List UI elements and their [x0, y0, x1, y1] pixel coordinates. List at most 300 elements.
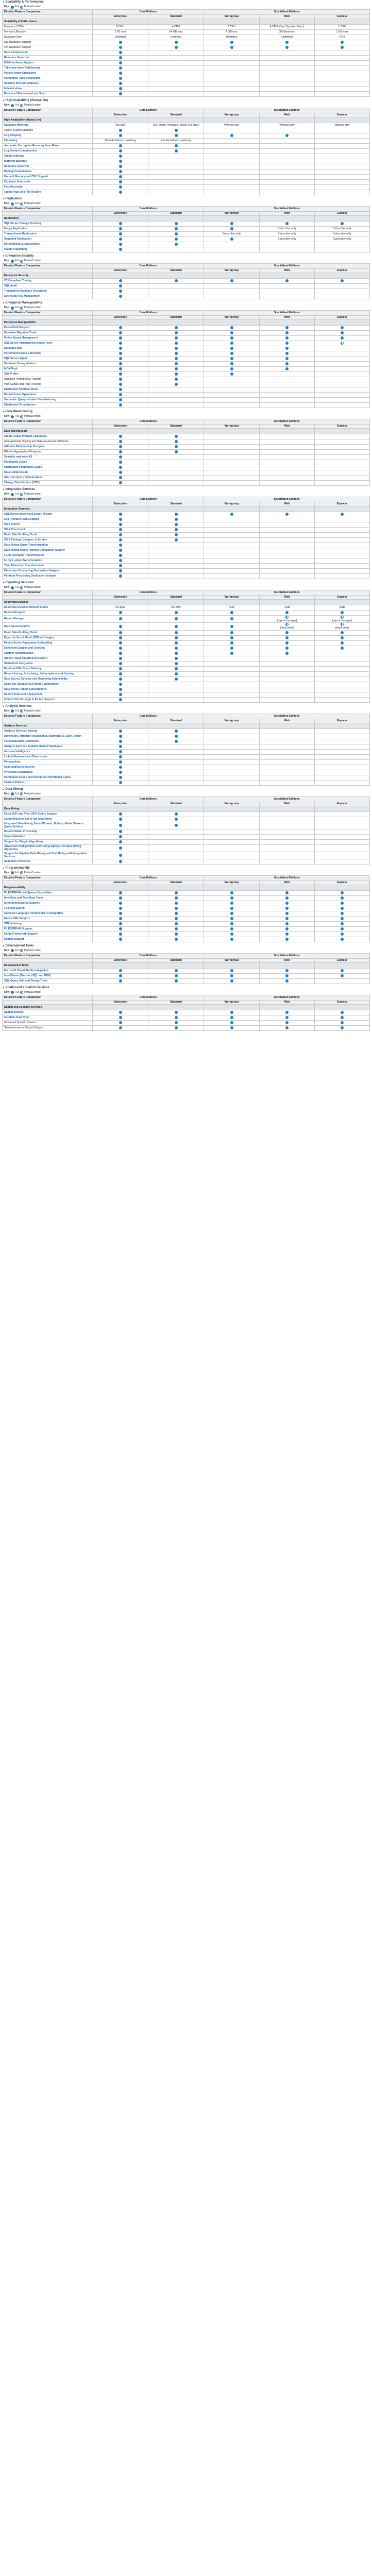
full-support-icon	[119, 191, 122, 194]
category-cell	[204, 723, 260, 728]
feature-row	[3, 294, 370, 299]
feature-link[interactable]: Merge Replication	[3, 227, 93, 232]
edition-value-cell	[204, 175, 260, 180]
edition-value-cell	[204, 66, 260, 71]
edition-value-cell: 4 CPU (Only Standard Vers.)	[260, 25, 315, 30]
feature-row	[3, 829, 370, 834]
edition-header-workgroup: Workgroup	[204, 113, 260, 117]
feature-link[interactable]: Spatial Indexes	[3, 1010, 93, 1015]
feature-link[interactable]: SQL Server Change Tracking	[3, 222, 93, 227]
feature-link[interactable]: SQL Server Import and Export Wizard	[3, 512, 93, 517]
feature-row	[3, 398, 370, 403]
feature-link[interactable]: Linked Measures and Dimensions	[3, 754, 93, 759]
feature-link[interactable]: Export to Excel, Word, PDF and Images	[3, 635, 93, 640]
edition-value-cell	[204, 822, 260, 829]
edition-value-cell	[260, 697, 315, 702]
feature-link[interactable]: Attribute Relationship Designer	[3, 445, 93, 450]
full-support-icon	[230, 625, 233, 628]
feature-link[interactable]: Internationalization Support	[3, 901, 93, 906]
feature-link[interactable]: Data-driven Report Subscriptions	[3, 687, 93, 692]
edition-value-cell	[148, 926, 204, 931]
full-support-icon	[175, 730, 178, 733]
feature-link[interactable]: Change Data Capture (CDC)	[3, 481, 93, 486]
full-support-icon	[285, 46, 289, 49]
feature-link[interactable]: Snapshot Replication	[3, 237, 93, 242]
feature-link[interactable]: Dimension Processing Destination Adapter	[3, 569, 93, 574]
feature-row	[3, 611, 370, 616]
edition-value-cell	[260, 481, 315, 486]
specialized-editions-header: Specialized Editions	[204, 311, 370, 316]
feature-link[interactable]: Enhanced Read-ahead and Scan	[3, 92, 93, 97]
feature-link[interactable]: C2 Compliant Tracing	[3, 279, 93, 284]
section-heading[interactable]	[2, 0, 370, 5]
full-support-icon	[119, 891, 122, 894]
feature-link[interactable]: Database Migration Tools	[3, 331, 93, 336]
edition-value-cell	[93, 398, 148, 403]
edition-value-cell	[93, 175, 148, 180]
full-support-icon	[11, 202, 14, 206]
feature-link[interactable]: MOM Pack	[3, 367, 93, 372]
edition-value-cell	[315, 247, 370, 252]
feature-link[interactable]: Microsoft Visual Studio Integration	[3, 968, 93, 973]
edition-value-cell	[93, 656, 148, 661]
feature-link[interactable]: SSIS Source	[3, 522, 93, 528]
section-heading[interactable]	[2, 944, 370, 948]
feature-row	[3, 232, 370, 237]
feature-link[interactable]: Database Snapshots	[3, 180, 93, 185]
edition-value-cell	[260, 564, 315, 569]
collapse-arrow-icon[interactable]: ▸	[3, 197, 5, 200]
edition-value-cell	[315, 968, 370, 973]
feature-link[interactable]: SQL Server Management Studio Tools	[3, 341, 93, 346]
full-support-icon	[341, 1021, 344, 1024]
full-support-icon	[230, 336, 233, 340]
full-support-icon	[119, 378, 122, 381]
full-support-icon	[119, 357, 122, 360]
feature-link[interactable]: Cross Validation	[3, 834, 93, 839]
section-heading[interactable]	[2, 487, 370, 492]
edition-value-cell	[93, 1020, 148, 1025]
category-label: Programmability	[3, 885, 93, 890]
feature-link[interactable]: Partitioned Cubes and Distributed Partitioned Cubes	[3, 775, 93, 780]
edition-value-cell	[148, 434, 204, 439]
full-support-icon	[285, 912, 289, 915]
edition-header-row	[3, 1000, 370, 1004]
edition-value-cell	[315, 294, 370, 299]
feature-link[interactable]: Automatic Query-to-Index View Matching	[3, 398, 93, 403]
edition-value-cell	[93, 765, 148, 770]
full-support-icon	[119, 569, 122, 572]
legend-partial-label: Partial/Limited	[24, 990, 41, 994]
full-support-icon	[230, 238, 233, 241]
full-support-icon	[119, 652, 122, 655]
feature-link[interactable]: FILESTREAM and Sparse Capabilities	[3, 890, 93, 895]
full-support-icon	[119, 56, 122, 59]
edition-value-cell	[204, 623, 260, 630]
collapse-arrow-icon[interactable]: ▸	[3, 944, 5, 947]
partial-support-icon	[20, 260, 23, 263]
feature-link[interactable]: Automatic Corruption Recovery from Mirror	[3, 144, 93, 149]
edition-value-cell	[93, 616, 148, 623]
feature-link[interactable]: Fast Recovery	[3, 185, 93, 190]
section-heading[interactable]	[2, 254, 370, 259]
feature-link[interactable]: Indexed views	[3, 87, 93, 92]
full-support-icon	[285, 631, 289, 634]
feature-row	[3, 558, 370, 564]
section-heading[interactable]	[2, 986, 370, 990]
feature-link[interactable]: Report Server Application Embedding	[3, 640, 93, 646]
feature-link[interactable]: Hot-add Memory and CPU Support	[3, 175, 93, 180]
feature-link[interactable]: Create Cubes Without a Database	[3, 434, 93, 439]
feature-link[interactable]: Scalable read-only AS	[3, 455, 93, 460]
feature-link[interactable]: SQL Server Agent	[3, 357, 93, 362]
full-support-icon	[119, 513, 122, 516]
feature-link[interactable]: Basic Data Profiling Tools	[3, 533, 93, 538]
full-support-icon	[175, 513, 178, 516]
feature-link[interactable]: Backup Compression	[3, 170, 93, 175]
collapse-arrow-icon[interactable]: ▸	[3, 255, 5, 258]
feature-link[interactable]: Geodetic Data Type	[3, 1015, 93, 1020]
feature-link[interactable]: Excel 2007 and Visio 2007 Add-in Support	[3, 811, 93, 817]
feature-link[interactable]: Common Language Runtime (CLR) Integration	[3, 911, 93, 916]
feature-link[interactable]: Report Scale and Deployment	[3, 692, 93, 697]
feature-link[interactable]: Support for Pipeline Data Mining and Text Mining with Integration Services	[3, 852, 93, 859]
edition-value-cell	[148, 611, 204, 616]
feature-link[interactable]: Parallel Index Operations	[3, 393, 93, 398]
collapse-arrow-icon[interactable]: ▸	[3, 581, 5, 584]
feature-link[interactable]: SQL Query, Edit and Design Tools	[3, 978, 93, 984]
edition-value-cell	[148, 666, 204, 671]
feature-link[interactable]: Clustering	[3, 139, 93, 144]
feature-link[interactable]: Spatial Support	[3, 937, 93, 942]
full-support-icon	[175, 129, 178, 132]
edition-header-enterprise: Enterprise	[93, 113, 148, 117]
category-cell	[93, 506, 148, 512]
full-support-icon	[119, 907, 122, 910]
edition-value-cell	[93, 734, 148, 739]
feature-link[interactable]: Log Stream Compression	[3, 149, 93, 154]
feature-link[interactable]: Transparent Database Encryption	[3, 289, 93, 294]
feature-link[interactable]: XML Indexing	[3, 921, 93, 926]
feature-link[interactable]: Data Compression	[3, 470, 93, 476]
feature-link[interactable]: Ad hoc Reporting (Report Builder)	[3, 656, 93, 661]
feature-row	[3, 481, 370, 486]
feature-row	[3, 692, 370, 697]
feature-link[interactable]: Native XML Support	[3, 916, 93, 921]
edition-value-cell	[315, 635, 370, 640]
feature-link[interactable]: Distributed Virtualization	[3, 403, 93, 408]
feature-link[interactable]: IntelliSense (Transact-SQL and MDX)	[3, 973, 93, 978]
feature-row	[3, 81, 370, 87]
feature-link[interactable]: Personalization Extensions	[3, 739, 93, 744]
full-support-icon	[119, 435, 122, 438]
full-support-icon	[119, 776, 122, 779]
edition-value-cell	[260, 829, 315, 834]
edition-value-cell	[93, 1025, 148, 1030]
full-support-icon	[119, 922, 122, 925]
feature-link[interactable]: Analysis Services Scalable Shared Databases	[3, 744, 93, 749]
feature-link[interactable]: Data Source, Delivery and Rendering Extensibility	[3, 676, 93, 682]
feature-link[interactable]: Log Shipping	[3, 133, 93, 139]
edition-value-cell: Witness only	[315, 123, 370, 128]
feature-link[interactable]: Entity Framework Support	[3, 931, 93, 937]
edition-header-row	[3, 802, 370, 806]
feature-row	[3, 351, 370, 357]
edition-value-cell	[315, 656, 370, 661]
feature-link[interactable]: Database Mirroring	[3, 123, 93, 128]
edition-value-cell	[260, 692, 315, 697]
feature-link[interactable]: Reporting Services Memory Limits	[3, 605, 93, 611]
feature-link[interactable]: Advanced Configuration and Tuning Options for Data Mining Algorithms	[3, 844, 93, 852]
feature-link[interactable]: Log Providers and Logging	[3, 517, 93, 522]
edition-value-cell	[93, 692, 148, 697]
feature-link[interactable]: Resource Governor	[3, 56, 93, 61]
edition-value-cell	[260, 744, 315, 749]
edition-value-cell	[204, 553, 260, 558]
comparison-table	[2, 714, 370, 786]
category-label: Integration Services	[3, 506, 93, 512]
feature-link[interactable]: SharePoint Integration	[3, 661, 93, 666]
feature-row	[3, 616, 370, 623]
feature-link[interactable]: FILESTREAM Support	[3, 926, 93, 931]
edition-value-cell	[204, 543, 260, 548]
edition-value-cell	[315, 66, 370, 71]
feature-link[interactable]: Heterogeneous Subscribers	[3, 242, 93, 247]
feature-link[interactable]: Partitioned Cubes	[3, 460, 93, 465]
edition-value-cell	[204, 180, 260, 185]
full-support-icon	[119, 750, 122, 753]
collapse-arrow-icon[interactable]: ▸	[3, 1, 5, 4]
section-heading[interactable]	[2, 866, 370, 871]
collapse-arrow-icon[interactable]: ▸	[3, 704, 5, 708]
edition-value-cell	[93, 635, 148, 640]
full-support-icon	[230, 641, 233, 645]
feature-link[interactable]: Distributed Partitioned Cubes	[3, 465, 93, 470]
feature-link[interactable]: Scalable Shared Databases	[3, 81, 93, 87]
feature-link[interactable]: Resource Governor	[3, 164, 93, 170]
section-heading[interactable]	[2, 98, 370, 103]
feature-link[interactable]: Fuzzy Grouping Transformation	[3, 553, 93, 558]
feature-link[interactable]: Data Mining Query Transformation	[3, 543, 93, 548]
category-label: Reporting Services	[3, 600, 93, 605]
category-label: Scalability & Performance	[3, 19, 93, 25]
feature-link[interactable]: Scale out Operational Report Configuration	[3, 682, 93, 687]
feature-link[interactable]: Writeback Dimensions	[3, 770, 93, 775]
edition-value-cell	[204, 1015, 260, 1020]
feature-link[interactable]: Report Designer	[3, 611, 93, 616]
collapse-arrow-icon[interactable]: ▸	[3, 99, 5, 102]
feature-link[interactable]: Data Mining Model Training Destination Adapter	[3, 548, 93, 553]
detailed-feature-comparison-header: Detailed Feature Comparison	[3, 590, 93, 596]
edition-value-cell	[260, 445, 315, 450]
feature-link[interactable]: Database Mail	[3, 346, 93, 351]
edition-value-cell	[260, 839, 315, 844]
category-cell	[260, 19, 315, 25]
full-support-icon	[285, 342, 289, 345]
edition-value-cell	[93, 232, 148, 237]
edition-value-cell	[315, 289, 370, 294]
feature-row	[3, 66, 370, 71]
feature-link[interactable]: SSIS Package Designer & Service	[3, 538, 93, 543]
feature-row	[3, 377, 370, 382]
edition-header-blank	[3, 113, 93, 117]
legend-partial-label: Partial/Limited	[24, 415, 41, 418]
feature-link[interactable]: Perspectives	[3, 759, 93, 765]
edition-header-blank	[3, 958, 93, 962]
full-support-icon	[119, 538, 122, 541]
feature-link[interactable]: Oracle Publishing	[3, 247, 93, 252]
feature-link[interactable]: Role Based Security	[3, 623, 93, 630]
legend-key-label: Key:	[4, 259, 10, 262]
feature-link[interactable]: Account Intelligence	[3, 749, 93, 754]
feature-link[interactable]: Parallel Model Processing	[3, 829, 93, 834]
feature-link[interactable]: SQL Audit	[3, 284, 93, 289]
feature-link[interactable]: New Date and Time Data Types	[3, 895, 93, 901]
category-cell	[260, 806, 315, 811]
feature-link[interactable]: Partitioned Table Parallelism	[3, 76, 93, 81]
full-support-icon	[285, 1016, 289, 1019]
full-support-icon	[119, 46, 122, 49]
edition-value-cell	[148, 351, 204, 357]
collapse-arrow-icon[interactable]: ▸	[3, 787, 5, 791]
edition-value-cell	[204, 294, 260, 299]
full-support-icon	[119, 683, 122, 686]
edition-value-cell	[315, 185, 370, 190]
collapse-arrow-icon[interactable]: ▸	[3, 301, 5, 304]
section-heading[interactable]	[2, 301, 370, 306]
feature-link[interactable]: Fuzzy Lookup Transformation	[3, 558, 93, 564]
feature-link[interactable]: Online Indexing	[3, 154, 93, 159]
feature-link[interactable]: Dimension, Attribute Relationship, Aggregate & Cube Design	[3, 734, 93, 739]
collapse-arrow-icon[interactable]: ▸	[3, 986, 5, 989]
feature-label: Memory Utilization	[3, 30, 93, 35]
full-support-icon	[119, 860, 122, 863]
feature-row	[3, 190, 370, 195]
feature-link[interactable]: Semi-additive Measures	[3, 765, 93, 770]
edition-value-cell	[315, 128, 370, 133]
feature-link[interactable]: Distributed Partition Views	[3, 387, 93, 393]
feature-link[interactable]: Custom Rollups	[3, 780, 93, 785]
feature-link[interactable]: Performance Data Collection	[3, 351, 93, 357]
edition-value-cell	[315, 154, 370, 159]
feature-link[interactable]: Infinite Click-through in Ad hoc Reports	[3, 697, 93, 702]
feature-link[interactable]: Basic Data Profiling Tools	[3, 630, 93, 635]
feature-link[interactable]: Custom Authentication	[3, 651, 93, 656]
feature-link[interactable]: Report Manager	[3, 616, 93, 623]
feature-link[interactable]: Table and Index Partitioning	[3, 66, 93, 71]
edition-value-cell	[204, 844, 260, 852]
feature-row	[3, 728, 370, 734]
edition-header-row	[3, 269, 370, 273]
edition-value-cell	[260, 92, 315, 97]
section-heading[interactable]	[2, 197, 370, 201]
category-row	[3, 506, 370, 512]
feature-link[interactable]: Integrated Data Mining Tools (Wizards, Editors, Model Viewers, Query Builder)	[3, 822, 93, 829]
collapse-arrow-icon[interactable]: ▸	[3, 488, 5, 491]
feature-link[interactable]: Term Extraction Transformation	[3, 564, 93, 569]
full-support-icon	[175, 144, 178, 147]
full-support-icon	[119, 471, 122, 474]
collapse-arrow-icon[interactable]: ▸	[3, 866, 5, 870]
edition-value-cell	[204, 357, 260, 362]
category-cell	[93, 273, 148, 279]
feature-link[interactable]: IA64 Hardware Support	[3, 61, 93, 66]
partial-support-icon	[20, 6, 23, 9]
edition-value-cell	[148, 744, 204, 749]
feature-link[interactable]: SSIS Row Count	[3, 528, 93, 533]
full-support-icon	[119, 1021, 122, 1024]
feature-link[interactable]: Support for Plug-in Algorithms	[3, 839, 93, 844]
feature-link[interactable]: Transactional Replication	[3, 232, 93, 237]
edition-value-cell	[93, 56, 148, 61]
feature-link[interactable]: Email and File Share Delivery	[3, 666, 93, 671]
section-heading[interactable]	[2, 410, 370, 414]
full-support-icon	[341, 917, 344, 920]
feature-link[interactable]: Data Compression	[3, 50, 93, 56]
full-support-icon	[119, 383, 122, 386]
feature-link[interactable]: Enhanced Gauges and Charting	[3, 646, 93, 651]
feature-link[interactable]: Report history, Scheduling, Subscriptions and Caching	[3, 671, 93, 676]
feature-link[interactable]: Mirrored Backups	[3, 159, 93, 164]
feature-link[interactable]: Partition Processing Destination Adapter	[3, 574, 93, 579]
edition-value-cell	[148, 180, 204, 185]
feature-link[interactable]: Sequence Prediction	[3, 859, 93, 864]
feature-row	[3, 839, 370, 844]
feature-row	[3, 227, 370, 232]
section-heading[interactable]	[2, 704, 370, 709]
feature-link[interactable]: PowerShell Support	[3, 326, 93, 331]
feature-link[interactable]: Full Text Search	[3, 906, 93, 911]
feature-link[interactable]: Star Join Query Optimizations	[3, 476, 93, 481]
legend-partial-label: Partial/Limited	[24, 493, 41, 496]
category-cell	[260, 429, 315, 434]
partial-support-icon	[341, 616, 344, 619]
full-support-icon	[119, 342, 122, 345]
edition-value-cell	[93, 237, 148, 242]
section-heading[interactable]	[2, 581, 370, 585]
feature-row	[3, 154, 370, 159]
edition-value-cell	[93, 326, 148, 331]
feature-link[interactable]: Comprehensive Set of DM Algorithms	[3, 817, 93, 822]
feature-row	[3, 403, 370, 408]
detailed-feature-comparison-header: Detailed Feature Comparison	[3, 264, 93, 269]
feature-link[interactable]: Parallel Index Operations	[3, 71, 93, 76]
feature-link[interactable]: Database Tuning Advisor	[3, 362, 93, 367]
edition-value-cell	[315, 517, 370, 522]
feature-link[interactable]: Online Page and File Restore	[3, 190, 93, 195]
edition-header-workgroup: Workgroup	[204, 269, 260, 273]
edition-value-cell	[204, 71, 260, 76]
edition-value-cell	[148, 543, 204, 548]
full-support-icon	[119, 61, 122, 64]
feature-row	[3, 890, 370, 895]
section-heading[interactable]	[2, 787, 370, 792]
edition-value-cell	[148, 822, 204, 829]
category-cell	[204, 429, 260, 434]
edition-value-cell	[93, 901, 148, 906]
category-cell	[204, 1004, 260, 1010]
feature-link[interactable]: Analysis Services Backup	[3, 728, 93, 734]
feature-link[interactable]: Policy-Based Management	[3, 336, 93, 341]
category-row	[3, 216, 370, 222]
collapse-arrow-icon[interactable]: ▸	[3, 410, 5, 413]
edition-value-cell	[260, 367, 315, 372]
feature-row	[3, 25, 370, 30]
header-group-row	[3, 796, 370, 802]
feature-link[interactable]: Extensible Key Management	[3, 294, 93, 299]
edition-value-cell	[93, 476, 148, 481]
edition-value-cell	[93, 817, 148, 822]
